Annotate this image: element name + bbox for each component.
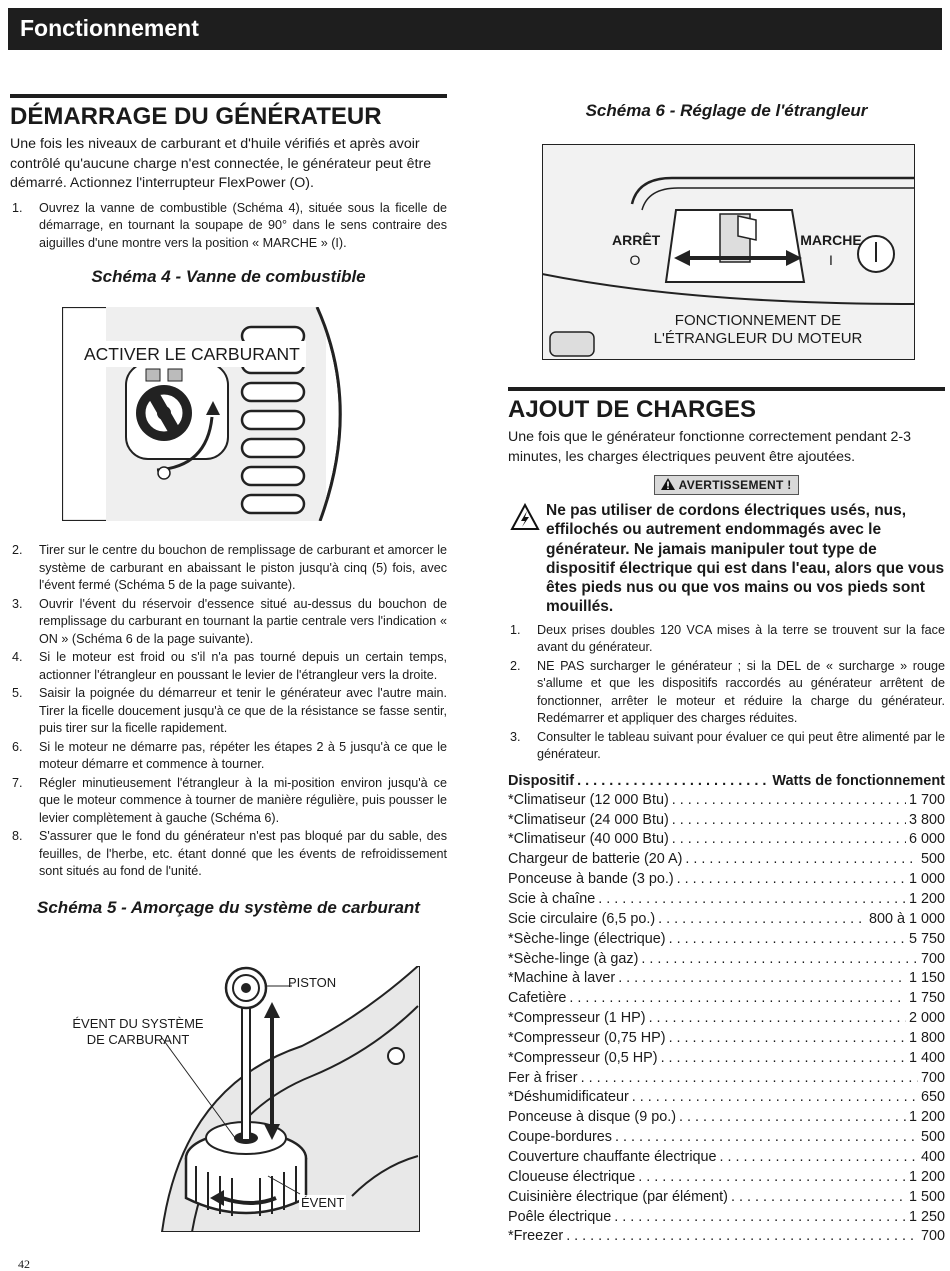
step-item bbox=[10, 542, 447, 595]
figure-5-fuel-priming bbox=[62, 966, 420, 1232]
table-row bbox=[508, 890, 945, 910]
leader-dots bbox=[632, 1088, 918, 1108]
step-number: 6. bbox=[12, 739, 23, 754]
leader-dots bbox=[669, 1029, 906, 1049]
warning-triangle-icon bbox=[661, 478, 675, 490]
step-item bbox=[10, 200, 447, 253]
leader-dots bbox=[577, 771, 769, 791]
section-rule bbox=[10, 94, 447, 98]
step-number: 4. bbox=[12, 650, 23, 664]
table-cell-device: *Machine à laver bbox=[508, 970, 616, 987]
table-cell-device: *Sèche-linge (à gaz) bbox=[508, 950, 639, 967]
step-text: NE PAS surcharger le générateur ; si la DEL de « surcharge » rouge s'allume et que les dispositifs raccordés au générateur arrêtent de fonctionner, arrêter le moteur et réduire la charge du générateur. Redémarrer et appliquer des charges réduites. bbox=[537, 658, 945, 726]
figure-6-on-text: MARCHE bbox=[800, 232, 862, 248]
left-column-continued bbox=[10, 542, 447, 919]
table-cell-device: *Freezer bbox=[508, 1228, 564, 1245]
table-cell-device: *Climatiseur (40 000 Btu) bbox=[508, 831, 669, 848]
table-cell-watts: 1 750 bbox=[908, 990, 945, 1007]
step-number: 8. bbox=[12, 829, 23, 843]
figure-5-vent-system-line2: DE CARBURANT bbox=[86, 1032, 190, 1047]
step-number: 2. bbox=[510, 658, 521, 673]
leader-dots bbox=[566, 1227, 918, 1247]
table-cell-watts: 700 bbox=[920, 950, 945, 967]
step-item bbox=[10, 775, 447, 828]
table-cell-device: Cafetière bbox=[508, 990, 567, 1007]
table-cell-watts: 800 à 1 000 bbox=[868, 910, 945, 927]
table-cell-watts: 1 250 bbox=[908, 1208, 945, 1225]
wattage-table-header bbox=[508, 771, 945, 791]
table-cell-watts: 500 bbox=[920, 851, 945, 868]
table-row bbox=[508, 850, 945, 870]
figure-4-label: ACTIVER LE CARBURANT bbox=[84, 344, 300, 364]
step-number: 5. bbox=[12, 686, 23, 700]
warning-message-text: Ne pas utiliser de cordons électriques usés, nus, effilochés ou autrement endommagés avec le générateur. Ne jamais manipuler tout type de dispositif électrique qui est dans l'eau, alors que vous êtes pieds nus ou que vos mains ou vos pieds sont mouillés. bbox=[546, 502, 945, 616]
table-cell-watts: 3 800 bbox=[908, 811, 945, 828]
step-text: Saisir la poignée du démarreur et tenir le générateur avec l'autre main. Tirer la ficelle doucement jusqu'à ce que de la résistance se fasse sentir, puis tirer sur la ficelle rapidement. bbox=[39, 686, 447, 735]
leader-dots bbox=[685, 850, 918, 870]
leader-dots bbox=[641, 950, 918, 970]
step-item bbox=[10, 649, 447, 684]
step-text: Deux prises doubles 120 VCA mises à la terre se trouvent sur la face avant du générateur. bbox=[537, 622, 945, 655]
electric-hazard-icon bbox=[510, 503, 540, 531]
figure-6-choke-adjustment bbox=[542, 144, 915, 360]
table-cell-device: Ponceuse à disque (9 po.) bbox=[508, 1109, 677, 1126]
table-cell-device: Scie circulaire (6,5 po.) bbox=[508, 910, 656, 927]
section-title-adding-loads: AJOUT DE CHARGES bbox=[508, 396, 757, 423]
leader-dots bbox=[581, 1069, 918, 1089]
starting-intro: Une fois les niveaux de carburant et d'huile vérifiés et après avoir contrôlé qu'aucune charge n'est connectée, le générateur peut être démarré. Actionnez l'interrupteur FlexPower (O). bbox=[10, 136, 432, 191]
table-cell-watts: 2 000 bbox=[908, 1010, 945, 1027]
step-number: 1. bbox=[12, 200, 23, 215]
leader-dots bbox=[569, 989, 906, 1009]
step-text: Si le moteur ne démarre pas, répéter les étapes 2 à 5 jusqu'à ce que le moteur démarre et commence à tourner. bbox=[39, 739, 447, 771]
step-item bbox=[508, 622, 945, 657]
step-number: 3. bbox=[12, 596, 23, 611]
leader-dots bbox=[614, 1208, 906, 1228]
table-row bbox=[508, 1049, 945, 1069]
figure-6-off-text: ARRÊT bbox=[612, 232, 661, 248]
step-number: 3. bbox=[510, 729, 521, 744]
table-cell-watts: 1 800 bbox=[908, 1029, 945, 1046]
table-row bbox=[508, 1069, 945, 1089]
table-row bbox=[508, 1108, 945, 1128]
table-row bbox=[508, 1227, 945, 1247]
step-text: S'assurer que le fond du générateur n'est pas bloqué par du sable, des feuilles, de l'herbe, etc. étant donné que les évents de refroidissement sont situés au fond de l'unité. bbox=[39, 829, 447, 878]
figure-5-caption: Schéma 5 - Amorçage du système de carburant bbox=[37, 897, 420, 917]
figure-4-fuel-valve bbox=[62, 307, 360, 521]
leader-dots bbox=[598, 890, 906, 910]
leader-dots bbox=[618, 969, 906, 989]
step-item bbox=[10, 685, 447, 738]
step-text: Si le moteur est froid ou s'il n'a pas tourné depuis un certain temps, actionner l'étrangleur en poussant le levier de l'étrangleur vers la droite. bbox=[39, 650, 447, 682]
figure-5-vent-system-line1: ÉVENT DU SYSTÈME bbox=[72, 1016, 204, 1031]
table-cell-watts: 1 000 bbox=[908, 871, 945, 888]
step-item bbox=[508, 729, 945, 764]
figure-6-caption: Schéma 6 - Réglage de l'étrangleur bbox=[585, 101, 868, 120]
figure-6-off-label bbox=[612, 230, 661, 270]
step-number: 2. bbox=[12, 543, 23, 557]
table-cell-watts: 1 150 bbox=[908, 970, 945, 987]
leader-dots bbox=[672, 830, 906, 850]
table-row bbox=[508, 910, 945, 930]
figure-4-caption: Schéma 4 - Vanne de combustible bbox=[91, 267, 366, 286]
table-row bbox=[508, 830, 945, 850]
adding-loads-steps bbox=[508, 622, 945, 764]
warning-message bbox=[508, 501, 945, 617]
starting-steps-part1 bbox=[10, 200, 447, 253]
table-cell-watts: 6 000 bbox=[908, 831, 945, 848]
table-cell-device: *Compresseur (1 HP) bbox=[508, 1010, 646, 1027]
step-number: 7. bbox=[12, 775, 23, 790]
table-row bbox=[508, 1168, 945, 1188]
table-cell-watts: 500 bbox=[920, 1129, 945, 1146]
step-item bbox=[10, 596, 447, 649]
table-cell-device: Poêle électrique bbox=[508, 1208, 612, 1225]
starting-steps-part2 bbox=[10, 542, 447, 881]
section-title-starting: DÉMARRAGE DU GÉNÉRATEUR bbox=[10, 103, 382, 130]
table-cell-device: Couverture chauffante électrique bbox=[508, 1148, 717, 1165]
section-header-title: Fonctionnement bbox=[20, 15, 199, 41]
table-cell-device: Coupe-bordures bbox=[508, 1129, 612, 1146]
table-cell-watts: 700 bbox=[920, 1069, 945, 1086]
leader-dots bbox=[677, 870, 906, 890]
warning-badge-text: AVERTISSEMENT ! bbox=[678, 478, 792, 492]
leader-dots bbox=[658, 910, 866, 930]
figure-6-off-symbol: O bbox=[629, 252, 641, 268]
table-cell-watts: 700 bbox=[920, 1228, 945, 1245]
leader-dots bbox=[638, 1168, 906, 1188]
leader-dots bbox=[615, 1128, 918, 1148]
figure-5-piston-label: PISTON bbox=[288, 975, 337, 990]
figure-6-bottom-line1: FONCTIONNEMENT DE bbox=[674, 312, 842, 329]
table-header-device: Dispositif bbox=[508, 772, 575, 789]
table-row bbox=[508, 1188, 945, 1208]
table-row bbox=[508, 1088, 945, 1108]
table-cell-watts: 1 500 bbox=[908, 1188, 945, 1205]
figure-6-on-symbol: I bbox=[829, 252, 833, 268]
section-header-bar bbox=[8, 8, 942, 50]
warning-badge bbox=[654, 475, 798, 495]
table-cell-watts: 400 bbox=[920, 1148, 945, 1165]
step-number: 1. bbox=[510, 622, 521, 637]
warning-badge-wrap bbox=[508, 475, 945, 495]
step-text: Consulter le tableau suivant pour évaluer ce qui peut être alimenté par le générateur. bbox=[537, 729, 945, 762]
step-item bbox=[10, 739, 447, 774]
section-rule bbox=[508, 387, 945, 391]
step-text: Ouvrez la vanne de combustible (Schéma 4), située sous la ficelle de démarrage, en tournant la soupape de 90° dans le sens contraire des aiguilles d'une montre vers la position « MARCHE » (I). bbox=[39, 200, 447, 250]
table-cell-watts: 650 bbox=[920, 1089, 945, 1106]
left-column bbox=[10, 94, 447, 288]
table-cell-watts: 1 700 bbox=[908, 791, 945, 808]
table-cell-device: Scie à chaîne bbox=[508, 891, 596, 907]
table-row bbox=[508, 1128, 945, 1148]
table-cell-device: *Sèche-linge (électrique) bbox=[508, 930, 666, 947]
leader-dots bbox=[672, 791, 906, 811]
table-row bbox=[508, 1208, 945, 1228]
leader-dots bbox=[731, 1188, 906, 1208]
leader-dots bbox=[661, 1049, 906, 1069]
table-row bbox=[508, 1148, 945, 1168]
table-row bbox=[508, 930, 945, 950]
table-cell-device: Fer à friser bbox=[508, 1069, 578, 1086]
figure-6-bottom-label bbox=[638, 312, 878, 348]
table-cell-watts: 1 200 bbox=[908, 1168, 945, 1185]
wattage-table bbox=[508, 791, 945, 1247]
figure-6-on-label bbox=[800, 230, 862, 270]
table-cell-device: Cuisinière électrique (par élément) bbox=[508, 1188, 728, 1205]
figure-6-bottom-line2: L'ÉTRANGLEUR DU MOTEUR bbox=[653, 330, 863, 347]
table-row bbox=[508, 1029, 945, 1049]
leader-dots bbox=[679, 1108, 906, 1128]
page-number: 42 bbox=[18, 1257, 30, 1271]
step-text: Ouvrir l'évent du réservoir d'essence situé au-dessus du bouchon de remplissage du carburant en tournant la partie centrale vers l'indication « ON » (Schéma 6 de la page suivante). bbox=[39, 596, 447, 646]
table-cell-device: Chargeur de batterie (20 A) bbox=[508, 851, 683, 868]
step-text: Régler minutieusement l'étrangleur à la mi-position environ jusqu'à ce que le moteur commence à tourner de manière régulière, puis pousser le levier complètement à gauche (Schéma 6). bbox=[39, 775, 447, 825]
adding-loads-intro: Une fois que le générateur fonctionne correctement pendant 2-3 minutes, les charges électriques peuvent être ajoutées. bbox=[508, 429, 912, 465]
table-cell-device: *Compresseur (0,5 HP) bbox=[508, 1049, 658, 1066]
table-header-watts: Watts de fonctionnement bbox=[772, 772, 945, 789]
table-cell-device: *Climatiseur (24 000 Btu) bbox=[508, 811, 669, 828]
table-cell-device: Cloueuse électrique bbox=[508, 1168, 636, 1185]
step-item bbox=[508, 658, 945, 728]
leader-dots bbox=[649, 1009, 906, 1029]
figure-5-vent-label: ÉVENT bbox=[301, 1195, 345, 1210]
table-row bbox=[508, 950, 945, 970]
table-cell-device: *Déshumidificateur bbox=[508, 1089, 629, 1106]
table-cell-watts: 1 200 bbox=[908, 891, 945, 907]
table-cell-device: *Compresseur (0,75 HP) bbox=[508, 1029, 666, 1046]
table-cell-watts: 5 750 bbox=[908, 930, 945, 947]
table-row bbox=[508, 969, 945, 989]
step-text: Tirer sur le centre du bouchon de remplissage de carburant et amorcer le système de carburant en abaissant le piston jusqu'à cinq (5) fois, avec l'évent fermé (Schéma 5 de la page suivante). bbox=[39, 543, 447, 592]
table-cell-device: Ponceuse à bande (3 po.) bbox=[508, 871, 674, 888]
figure-5-vent-system-label bbox=[68, 1016, 208, 1048]
table-cell-watts: 1 200 bbox=[908, 1109, 945, 1126]
table-row bbox=[508, 811, 945, 831]
step-item bbox=[10, 828, 447, 881]
leader-dots bbox=[720, 1148, 918, 1168]
right-column bbox=[508, 387, 945, 1247]
leader-dots bbox=[669, 930, 906, 950]
leader-dots bbox=[672, 811, 906, 831]
table-cell-device: *Climatiseur (12 000 Btu) bbox=[508, 791, 669, 808]
table-cell-watts: 1 400 bbox=[908, 1049, 945, 1066]
table-row bbox=[508, 1009, 945, 1029]
table-row bbox=[508, 791, 945, 811]
table-row bbox=[508, 870, 945, 890]
table-row bbox=[508, 989, 945, 1009]
